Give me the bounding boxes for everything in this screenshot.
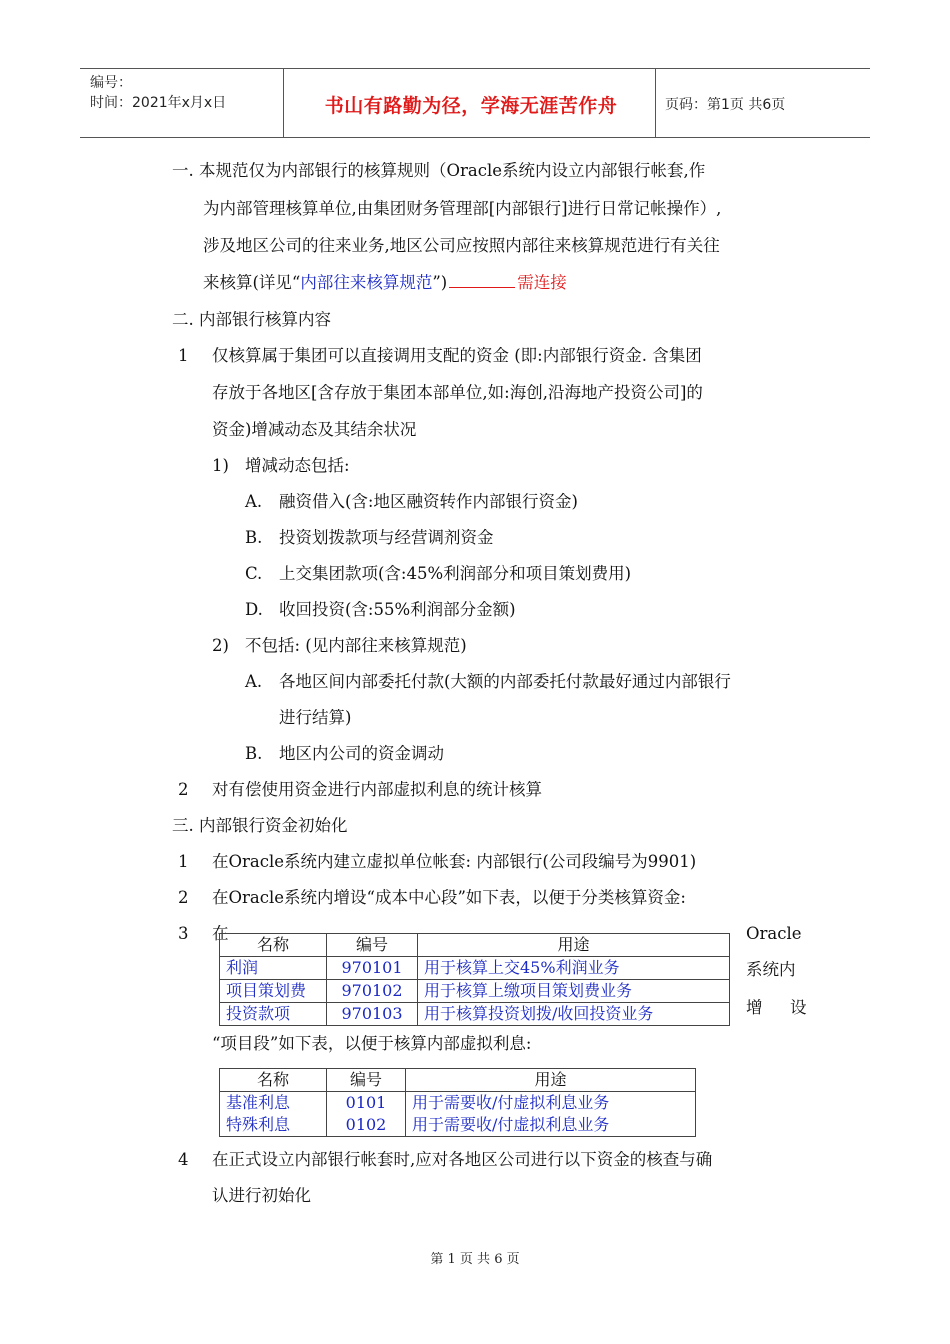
link-note: 需连接 xyxy=(517,273,567,292)
table-cell-usage: 用于需要收/付虚拟利息业务 xyxy=(406,1114,696,1137)
page-header xyxy=(80,68,870,138)
table-cell-code: 970103 xyxy=(327,1003,418,1026)
section3-item3-after: “项目段”如下表，以便于核算内部虚拟利息: xyxy=(212,1034,532,1053)
table-header-row xyxy=(220,1069,696,1092)
item-number: 3 xyxy=(178,924,189,943)
table-cell-usage: 用于核算上缴项目策划费业务 xyxy=(418,980,730,1003)
table-row xyxy=(220,1114,696,1137)
table-cell-code: 0102 xyxy=(327,1114,406,1137)
section3-item4-line: 在正式设立内部银行帐套时,应对各地区公司进行以下资金的核查与确 xyxy=(212,1150,713,1169)
section3-item3-side: Oracle xyxy=(746,924,802,943)
list-label: A. xyxy=(245,672,263,691)
section3-item3-side: 系统内 xyxy=(746,960,796,979)
header-motto: 书山有路勤为径，学海无涯苦作舟 xyxy=(324,95,618,117)
table-row xyxy=(220,980,730,1003)
item-number: 2 xyxy=(178,888,189,907)
internal-accounting-link[interactable]: 内部往来核算规范 xyxy=(300,273,433,292)
list-item: 进行结算) xyxy=(279,708,352,727)
section3-item2: 在Oracle系统内增设“成本中心段”如下表，以便于分类核算资金: xyxy=(212,888,686,907)
section2-title: 二. 内部银行核算内容 xyxy=(172,310,331,329)
project-segment-table xyxy=(219,1068,696,1137)
table-cell-name: 特殊利息 xyxy=(220,1114,327,1137)
section1-suffix: ”) xyxy=(432,273,448,292)
table-header-cell: 用途 xyxy=(406,1069,696,1092)
list-label: A. xyxy=(245,492,263,511)
table-cell-code: 970101 xyxy=(327,957,418,980)
table-row xyxy=(220,1092,696,1115)
section3-item1: 在Oracle系统内建立虚拟单位帐套: 内部银行(公司段编号为9901) xyxy=(212,852,697,871)
table-row xyxy=(220,957,730,980)
list-item: 收回投资(含:55%利润部分金额) xyxy=(279,600,516,619)
table-cell-name: 投资款项 xyxy=(220,1003,327,1026)
section1-prefix: 来核算(详见“ xyxy=(203,273,301,292)
list-label: D. xyxy=(245,600,263,619)
section3-item3-side: 增 xyxy=(746,998,763,1017)
table-cell-name: 利润 xyxy=(220,957,327,980)
header-meta xyxy=(90,73,226,113)
table-header-cell: 用途 xyxy=(418,934,730,957)
item-number: 1 xyxy=(178,852,189,871)
item-number: 4 xyxy=(178,1150,189,1169)
list-label: B. xyxy=(245,528,263,547)
header-page-label: 页码：第1页 共6页 xyxy=(665,97,786,113)
section1-line: 涉及地区公司的往来业务,地区公司应按照内部往来核算规范进行有关往 xyxy=(203,236,720,255)
list-label: C. xyxy=(245,564,263,583)
list-label: B. xyxy=(245,744,263,763)
table-cell-usage: 用于核算投资划拨/收回投资业务 xyxy=(418,1003,730,1026)
item-number: 2 xyxy=(178,780,189,799)
table-cell-usage: 用于核算上交45%利润业务 xyxy=(418,957,730,980)
table-header-cell: 名称 xyxy=(220,1069,327,1092)
sub-number: 1) xyxy=(212,456,229,475)
list-item: 投资划拨款项与经营调剂资金 xyxy=(279,528,494,547)
table-cell-name: 基准利息 xyxy=(220,1092,327,1115)
table-header-cell: 编号 xyxy=(327,1069,406,1092)
list-item: 各地区间内部委托付款(大额的内部委托付款最好通过内部银行 xyxy=(279,672,731,691)
section1-line: 一. 本规范仅为内部银行的核算规则（Oracle系统内设立内部银行帐套,作 xyxy=(172,161,706,180)
list-item: 上交集团款项(含:45%利润部分和项目策划费用) xyxy=(279,564,632,583)
section3-item3-side: 设 xyxy=(790,998,807,1017)
header-divider xyxy=(283,69,284,137)
sub-number: 2) xyxy=(212,636,229,655)
table-header-row xyxy=(220,934,730,957)
cost-center-table xyxy=(219,933,730,1026)
table-header-cell: 编号 xyxy=(327,934,418,957)
blank-underline xyxy=(449,273,515,288)
table-cell-code: 0101 xyxy=(327,1092,406,1115)
section1-line: 为内部管理核算单位,由集团财务管理部[内部银行]进行日常记帐操作）, xyxy=(203,199,722,218)
table-header-cell: 名称 xyxy=(220,934,327,957)
section3-title: 三. 内部银行资金初始化 xyxy=(172,816,348,835)
list-item: 地区内公司的资金调动 xyxy=(279,744,444,763)
section1-last-line xyxy=(203,271,567,295)
page-footer: 第 1 页 共 6 页 xyxy=(430,1252,520,1267)
section3-item3-prefix: 在 xyxy=(212,924,229,943)
table-cell-name: 项目策划费 xyxy=(220,980,327,1003)
section2-item1-line: 资金)增减动态及其结余状况 xyxy=(212,420,417,439)
sub-heading: 增减动态包括: xyxy=(245,456,350,475)
doc-number-label: 编号： xyxy=(90,75,132,91)
list-item: 融资借入(含:地区融资转作内部银行资金) xyxy=(279,492,578,511)
table-cell-code: 970102 xyxy=(327,980,418,1003)
section2-item1-line: 仅核算属于集团可以直接调用支配的资金 (即:内部银行资金. 含集团 xyxy=(212,346,702,365)
section2-item1-line: 存放于各地区[含存放于集团本部单位,如:海创,沿海地产投资公司]的 xyxy=(212,383,703,402)
section2-item2: 对有偿使用资金进行内部虚拟利息的统计核算 xyxy=(212,780,542,799)
table-row xyxy=(220,1003,730,1026)
item-number: 1 xyxy=(178,346,189,365)
time-label: 时间：2021年x月x日 xyxy=(90,95,227,111)
section3-item4-line: 认进行初始化 xyxy=(212,1186,311,1205)
table-cell-usage: 用于需要收/付虚拟利息业务 xyxy=(406,1092,696,1115)
sub-heading: 不包括: (见内部往来核算规范) xyxy=(245,636,467,655)
